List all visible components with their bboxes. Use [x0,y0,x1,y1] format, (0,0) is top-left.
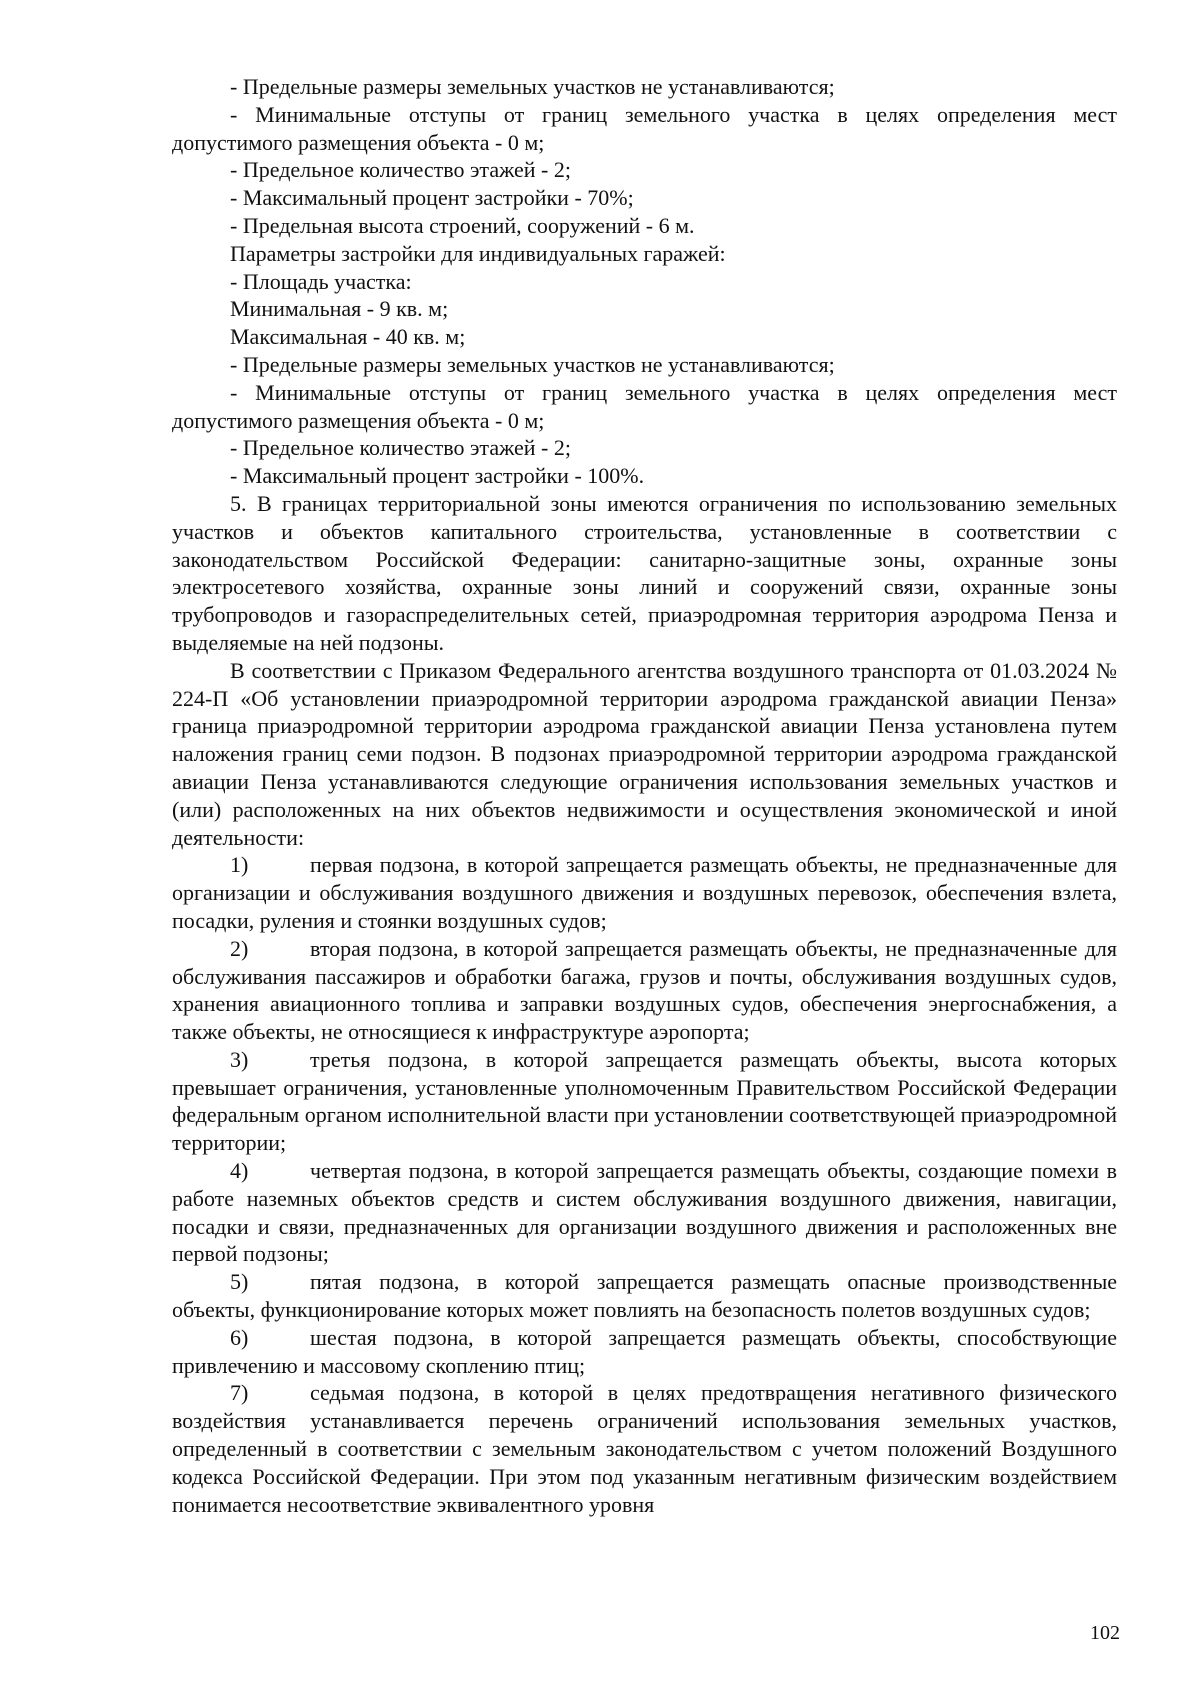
list-item-number: 7) [230,1380,249,1406]
paragraph: - Предельные размеры земельных участков не устанавливаются; [230,351,835,377]
paragraph: - Максимальный процент застройки - 70%; [230,185,634,211]
paragraph: В соответствии с Приказом Федерального агентства воздушного транспорта от 01.03.2024 № 224-П «Об установлении приаэродромной территории аэродрома гражданской авиации Пенза» граница приаэродромной территории аэродрома гражданской авиации Пенза установлена путем наложения границ семи подзон. В подзонах приаэродромной территории аэродрома гражданской авиации Пенза устанавливаются следующие ограничения использования земельных участков и (или) расположенных на них объектов недвижимости и осуществления экономической и иной деятельности: [172,657,1117,850]
list-item-number: 5) [230,1269,249,1295]
paragraph: - Минимальные отступы от границ земельного участка в целях определения мест допустимого размещения объекта - 0 м; [172,101,1117,155]
list-item-number: 1) [230,852,249,878]
list-item [172,1379,1117,1518]
paragraph: 5. В границах территориальной зоны имеются ограничения по использованию земельных участков и объектов капитального строительства, установленные в соответствии с законодательством Российской Федерации: санитарно-защитные зоны, охранные зоны электросетевого хозяйства, охранные зоны линий и сооружений связи, охранные зоны трубопроводов и газораспределительных сетей, приаэродромная территория аэродрома Пенза и выделяемые на ней подзоны. [172,490,1117,655]
list-item [172,1157,1117,1268]
document-body [172,73,1117,1518]
list-item [172,1324,1117,1380]
list-item-number: 3) [230,1046,249,1072]
list-item-text: первая подзона, в которой запрещается размещать объекты, не предназначенные для организации и обслуживания воздушного движения и воздушных перевозок, обеспечения взлета, посадки, руления и стоянки воздушных судов; [172,852,1117,933]
paragraph: - Максимальный процент застройки - 100%. [230,463,645,489]
list-item [172,851,1117,934]
list-item-text: третья подзона, в которой запрещается размещать объекты, высота которых превышает ограничения, установленные уполномоченным Правительством Российской Федерации федеральным органом исполнительной власти при установлении соответствующей приаэродромной территории; [172,1046,1117,1156]
list-item [172,1268,1117,1324]
paragraph: Максимальная - 40 кв. м; [230,324,466,350]
paragraph: - Предельное количество этажей - 2; [230,157,571,183]
paragraph: - Предельные размеры земельных участков не устанавливаются; [230,74,835,99]
list-item-text: вторая подзона, в которой запрещается размещать объекты, не предназначенные для обслуживания пассажиров и обработки багажа, грузов и почты, обслуживания воздушных судов, хранения авиационного топлива и заправки воздушных судов, обеспечения энергоснабжения, а также объекты, не относящиеся к инфраструктуре аэропорта; [172,935,1117,1045]
list-item-number: 4) [230,1158,249,1184]
paragraph: - Минимальные отступы от границ земельного участка в целях определения мест допустимого размещения объекта - 0 м; [172,379,1117,433]
list-item-number: 6) [230,1324,249,1350]
paragraph: - Площадь участка: [230,268,412,294]
paragraph: Параметры застройки для индивидуальных гаражей: [230,240,726,266]
paragraph: - Предельное количество этажей - 2; [230,435,571,461]
list-item-text: четвертая подзона, в которой запрещается размещать объекты, создающие помехи в работе наземных объектов средств и систем обслуживания воздушного движения, навигации, посадки и связи, предназначенных для организации воздушного движения и расположенных вне первой подзоны; [172,1158,1117,1267]
list-item [172,1046,1117,1157]
list-item-text: пятая подзона, в которой запрещается размещать опасные производственные объекты, функционирование которых может повлиять на безопасность полетов воздушных судов; [172,1269,1117,1323]
list-item-text: седьмая подзона, в которой в целях предотвращения негативного физического воздействия устанавливается перечень ограничений использования земельных участков, определенный в соответствии с земельным законодательством с учетом положений Воздушного кодекса Российской Федерации. При этом под указанным негативным физическим воздействием понимается несоответствие эквивалентного уровня [172,1380,1117,1517]
list-item-text: шестая подзона, в которой запрещается размещать объекты, способствующие привлечению и массовому скоплению птиц; [172,1324,1117,1378]
page-number: 102 [1090,1622,1120,1644]
list-item [172,935,1117,1046]
paragraph: - Предельная высота строений, сооружений - 6 м. [230,212,695,238]
list-item-number: 2) [230,935,249,961]
paragraph: Минимальная - 9 кв. м; [230,296,449,322]
